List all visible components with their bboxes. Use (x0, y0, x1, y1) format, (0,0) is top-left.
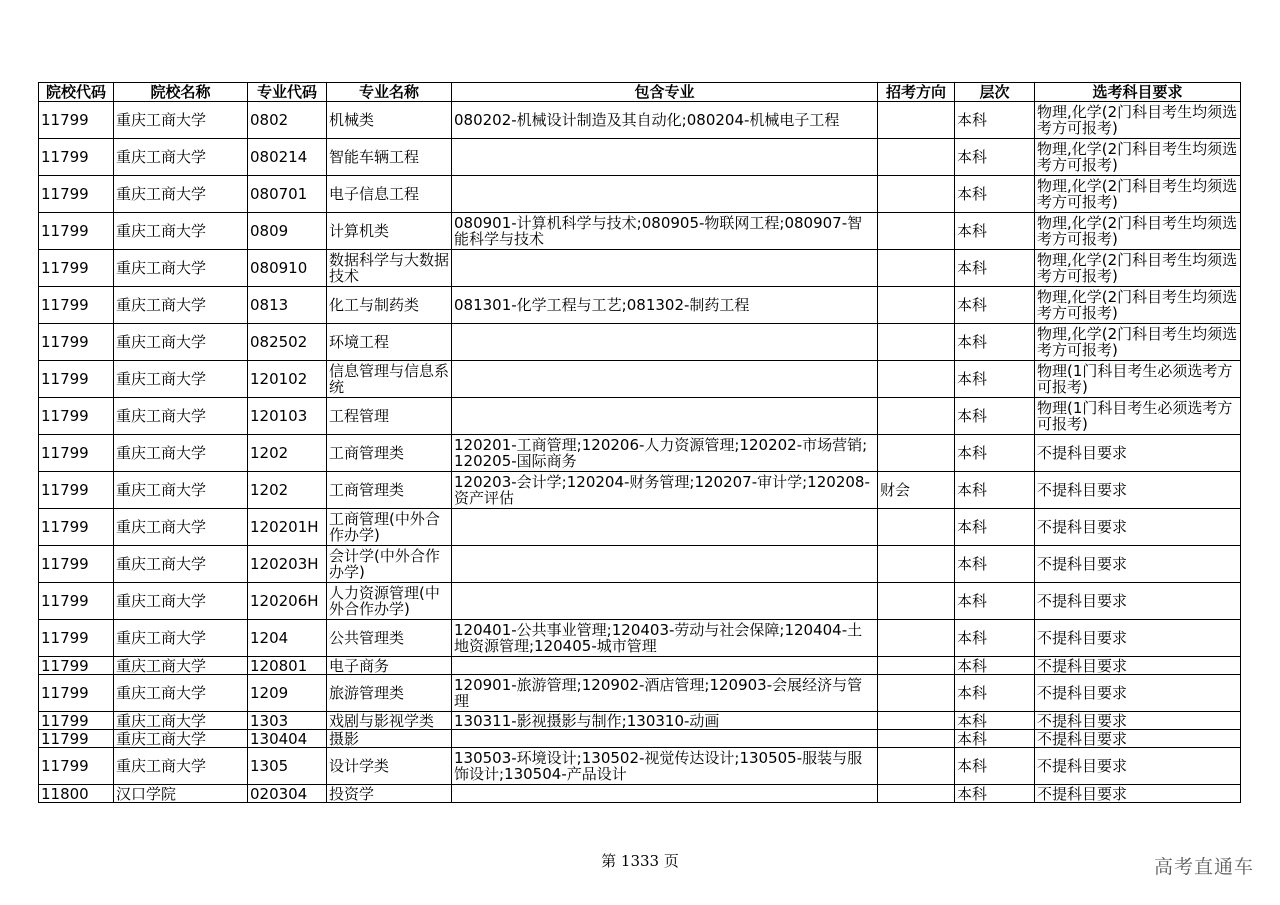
table-row (39, 657, 1241, 675)
cell-school-code: 11799 (39, 213, 114, 250)
cell-level: 本科 (955, 213, 1035, 250)
cell-direction (878, 176, 955, 213)
cell-major-code: 080910 (248, 250, 327, 287)
cell-major-code: 082502 (248, 324, 327, 361)
cell-included-majors (452, 250, 878, 287)
cell-major-name: 戏剧与影视学类 (327, 712, 452, 730)
cell-school-name: 重庆工商大学 (114, 583, 248, 620)
cell-major-name: 信息管理与信息系统 (327, 361, 452, 398)
cell-school-code: 11799 (39, 324, 114, 361)
cell-direction (878, 324, 955, 361)
cell-included-majors (452, 139, 878, 176)
cell-included-majors: 080202-机械设计制造及其自动化;080204-机械电子工程 (452, 102, 878, 139)
cell-subject-requirement: 物理,化学(2门科目考生均须选考方可报考) (1035, 287, 1241, 324)
cell-subject-requirement: 物理,化学(2门科目考生均须选考方可报考) (1035, 176, 1241, 213)
cell-major-code: 120102 (248, 361, 327, 398)
cell-level: 本科 (955, 472, 1035, 509)
cell-subject-requirement: 不提科目要求 (1035, 509, 1241, 546)
cell-level: 本科 (955, 287, 1035, 324)
watermark-logo: 高考直通车 (1153, 856, 1254, 878)
cell-subject-requirement: 不提科目要求 (1035, 748, 1241, 785)
cell-school-name: 重庆工商大学 (114, 472, 248, 509)
cell-direction (878, 675, 955, 712)
table-row (39, 213, 1241, 250)
cell-included-majors (452, 324, 878, 361)
cell-subject-requirement: 不提科目要求 (1035, 620, 1241, 657)
table-row (39, 748, 1241, 785)
cell-level: 本科 (955, 546, 1035, 583)
table-body (39, 102, 1241, 803)
cell-subject-requirement: 物理,化学(2门科目考生均须选考方可报考) (1035, 213, 1241, 250)
cell-school-code: 11799 (39, 102, 114, 139)
cell-school-code: 11800 (39, 785, 114, 803)
cell-subject-requirement: 不提科目要求 (1035, 546, 1241, 583)
cell-direction (878, 748, 955, 785)
cell-major-name: 数据科学与大数据技术 (327, 250, 452, 287)
cell-school-code: 11799 (39, 748, 114, 785)
cell-level: 本科 (955, 398, 1035, 435)
cell-included-majors: 120203-会计学;120204-财务管理;120207-审计学;120208-资产评估 (452, 472, 878, 509)
cell-major-code: 0813 (248, 287, 327, 324)
cell-level: 本科 (955, 324, 1035, 361)
cell-school-name: 重庆工商大学 (114, 287, 248, 324)
header-direction: 招考方向 (878, 83, 955, 102)
cell-direction (878, 398, 955, 435)
cell-direction (878, 213, 955, 250)
cell-included-majors: 120201-工商管理;120206-人力资源管理;120202-市场营销;120205-国际商务 (452, 435, 878, 472)
cell-included-majors: 080901-计算机科学与技术;080905-物联网工程;080907-智能科学与技术 (452, 213, 878, 250)
cell-subject-requirement: 不提科目要求 (1035, 785, 1241, 803)
cell-subject-requirement: 不提科目要求 (1035, 675, 1241, 712)
cell-direction (878, 785, 955, 803)
cell-major-name: 旅游管理类 (327, 675, 452, 712)
cell-school-code: 11799 (39, 472, 114, 509)
cell-included-majors: 120901-旅游管理;120902-酒店管理;120903-会展经济与管理 (452, 675, 878, 712)
cell-school-code: 11799 (39, 546, 114, 583)
cell-major-code: 080701 (248, 176, 327, 213)
admission-table-container (38, 82, 1240, 803)
cell-school-name: 重庆工商大学 (114, 657, 248, 675)
cell-major-name: 电子商务 (327, 657, 452, 675)
cell-school-name: 重庆工商大学 (114, 398, 248, 435)
cell-school-name: 重庆工商大学 (114, 102, 248, 139)
cell-school-name: 重庆工商大学 (114, 620, 248, 657)
table-row (39, 435, 1241, 472)
cell-school-name: 重庆工商大学 (114, 139, 248, 176)
table-row (39, 546, 1241, 583)
table-row (39, 398, 1241, 435)
table-row (39, 785, 1241, 803)
cell-major-code: 120206H (248, 583, 327, 620)
cell-subject-requirement: 物理,化学(2门科目考生均须选考方可报考) (1035, 139, 1241, 176)
table-row (39, 712, 1241, 730)
cell-major-name: 投资学 (327, 785, 452, 803)
header-school-name: 院校名称 (114, 83, 248, 102)
cell-major-code: 0802 (248, 102, 327, 139)
cell-school-name: 重庆工商大学 (114, 748, 248, 785)
cell-school-code: 11799 (39, 435, 114, 472)
cell-school-name: 重庆工商大学 (114, 509, 248, 546)
cell-major-name: 工商管理类 (327, 435, 452, 472)
cell-included-majors (452, 398, 878, 435)
header-subject-requirement: 选考科目要求 (1035, 83, 1241, 102)
cell-school-code: 11799 (39, 398, 114, 435)
cell-school-name: 重庆工商大学 (114, 546, 248, 583)
table-row (39, 675, 1241, 712)
table-row (39, 139, 1241, 176)
table-row (39, 730, 1241, 748)
cell-subject-requirement: 不提科目要求 (1035, 435, 1241, 472)
table-row (39, 250, 1241, 287)
cell-school-code: 11799 (39, 509, 114, 546)
cell-level: 本科 (955, 102, 1035, 139)
cell-subject-requirement: 不提科目要求 (1035, 657, 1241, 675)
cell-school-name: 重庆工商大学 (114, 712, 248, 730)
cell-subject-requirement: 物理,化学(2门科目考生均须选考方可报考) (1035, 324, 1241, 361)
cell-major-name: 电子信息工程 (327, 176, 452, 213)
cell-subject-requirement: 物理,化学(2门科目考生均须选考方可报考) (1035, 102, 1241, 139)
cell-school-code: 11799 (39, 657, 114, 675)
cell-direction (878, 712, 955, 730)
cell-major-code: 130404 (248, 730, 327, 748)
cell-major-code: 1303 (248, 712, 327, 730)
cell-major-code: 0809 (248, 213, 327, 250)
cell-direction (878, 509, 955, 546)
page-number: 第 1333 页 (601, 852, 679, 870)
cell-level: 本科 (955, 748, 1035, 785)
header-included-majors: 包含专业 (452, 83, 878, 102)
cell-school-code: 11799 (39, 176, 114, 213)
header-major-code: 专业代码 (248, 83, 327, 102)
cell-direction (878, 139, 955, 176)
cell-school-code: 11799 (39, 712, 114, 730)
cell-included-majors (452, 785, 878, 803)
cell-subject-requirement: 物理(1门科目考生必须选考方可报考) (1035, 398, 1241, 435)
cell-school-code: 11799 (39, 250, 114, 287)
cell-major-code: 1202 (248, 435, 327, 472)
cell-school-code: 11799 (39, 675, 114, 712)
cell-direction (878, 250, 955, 287)
admission-table (38, 82, 1241, 803)
cell-major-name: 公共管理类 (327, 620, 452, 657)
cell-level: 本科 (955, 712, 1035, 730)
cell-level: 本科 (955, 435, 1035, 472)
cell-school-code: 11799 (39, 287, 114, 324)
cell-major-name: 会计学(中外合作办学) (327, 546, 452, 583)
table-header-row (39, 83, 1241, 102)
cell-direction (878, 620, 955, 657)
cell-school-code: 11799 (39, 620, 114, 657)
cell-major-name: 化工与制药类 (327, 287, 452, 324)
cell-school-name: 汉口学院 (114, 785, 248, 803)
cell-major-code: 020304 (248, 785, 327, 803)
cell-major-code: 080214 (248, 139, 327, 176)
cell-direction (878, 287, 955, 324)
cell-major-name: 摄影 (327, 730, 452, 748)
table-row (39, 620, 1241, 657)
table-row (39, 324, 1241, 361)
cell-included-majors (452, 546, 878, 583)
cell-major-name: 计算机类 (327, 213, 452, 250)
cell-level: 本科 (955, 361, 1035, 398)
cell-subject-requirement: 不提科目要求 (1035, 712, 1241, 730)
cell-school-code: 11799 (39, 139, 114, 176)
cell-major-code: 1305 (248, 748, 327, 785)
cell-major-name: 工商管理类 (327, 472, 452, 509)
cell-subject-requirement: 物理,化学(2门科目考生均须选考方可报考) (1035, 250, 1241, 287)
cell-level: 本科 (955, 139, 1035, 176)
cell-direction (878, 730, 955, 748)
cell-direction (878, 361, 955, 398)
cell-school-code: 11799 (39, 730, 114, 748)
cell-major-code: 120103 (248, 398, 327, 435)
cell-direction: 财会 (878, 472, 955, 509)
cell-subject-requirement: 物理(1门科目考生必须选考方可报考) (1035, 361, 1241, 398)
cell-school-name: 重庆工商大学 (114, 730, 248, 748)
cell-school-code: 11799 (39, 361, 114, 398)
cell-included-majors: 130311-影视摄影与制作;130310-动画 (452, 712, 878, 730)
cell-school-name: 重庆工商大学 (114, 176, 248, 213)
cell-included-majors (452, 176, 878, 213)
table-row (39, 509, 1241, 546)
cell-level: 本科 (955, 250, 1035, 287)
cell-major-name: 工商管理(中外合作办学) (327, 509, 452, 546)
cell-major-name: 设计学类 (327, 748, 452, 785)
cell-level: 本科 (955, 509, 1035, 546)
cell-major-name: 人力资源管理(中外合作办学) (327, 583, 452, 620)
cell-major-code: 1202 (248, 472, 327, 509)
cell-major-name: 机械类 (327, 102, 452, 139)
cell-major-name: 环境工程 (327, 324, 452, 361)
table-row (39, 287, 1241, 324)
cell-school-name: 重庆工商大学 (114, 213, 248, 250)
cell-school-name: 重庆工商大学 (114, 361, 248, 398)
cell-included-majors: 081301-化学工程与工艺;081302-制药工程 (452, 287, 878, 324)
cell-subject-requirement: 不提科目要求 (1035, 730, 1241, 748)
cell-level: 本科 (955, 675, 1035, 712)
cell-included-majors (452, 361, 878, 398)
cell-level: 本科 (955, 583, 1035, 620)
cell-subject-requirement: 不提科目要求 (1035, 583, 1241, 620)
cell-school-name: 重庆工商大学 (114, 435, 248, 472)
cell-school-name: 重庆工商大学 (114, 250, 248, 287)
cell-level: 本科 (955, 785, 1035, 803)
cell-school-code: 11799 (39, 583, 114, 620)
cell-major-code: 1209 (248, 675, 327, 712)
cell-direction (878, 657, 955, 675)
cell-school-name: 重庆工商大学 (114, 324, 248, 361)
cell-included-majors (452, 509, 878, 546)
table-row (39, 472, 1241, 509)
cell-major-name: 智能车辆工程 (327, 139, 452, 176)
cell-level: 本科 (955, 176, 1035, 213)
cell-major-code: 120201H (248, 509, 327, 546)
cell-level: 本科 (955, 657, 1035, 675)
cell-school-name: 重庆工商大学 (114, 675, 248, 712)
cell-major-code: 1204 (248, 620, 327, 657)
table-row (39, 361, 1241, 398)
cell-direction (878, 546, 955, 583)
cell-included-majors (452, 657, 878, 675)
cell-major-code: 120801 (248, 657, 327, 675)
cell-level: 本科 (955, 620, 1035, 657)
cell-included-majors (452, 730, 878, 748)
cell-included-majors: 120401-公共事业管理;120403-劳动与社会保障;120404-土地资源管理;120405-城市管理 (452, 620, 878, 657)
header-level: 层次 (955, 83, 1035, 102)
header-major-name: 专业名称 (327, 83, 452, 102)
table-row (39, 102, 1241, 139)
table-row (39, 176, 1241, 213)
cell-subject-requirement: 不提科目要求 (1035, 472, 1241, 509)
cell-included-majors: 130503-环境设计;130502-视觉传达设计;130505-服装与服饰设计;130504-产品设计 (452, 748, 878, 785)
cell-direction (878, 583, 955, 620)
cell-major-code: 120203H (248, 546, 327, 583)
cell-major-name: 工程管理 (327, 398, 452, 435)
table-row (39, 583, 1241, 620)
header-school-code: 院校代码 (39, 83, 114, 102)
cell-level: 本科 (955, 730, 1035, 748)
cell-direction (878, 435, 955, 472)
cell-included-majors (452, 583, 878, 620)
cell-direction (878, 102, 955, 139)
